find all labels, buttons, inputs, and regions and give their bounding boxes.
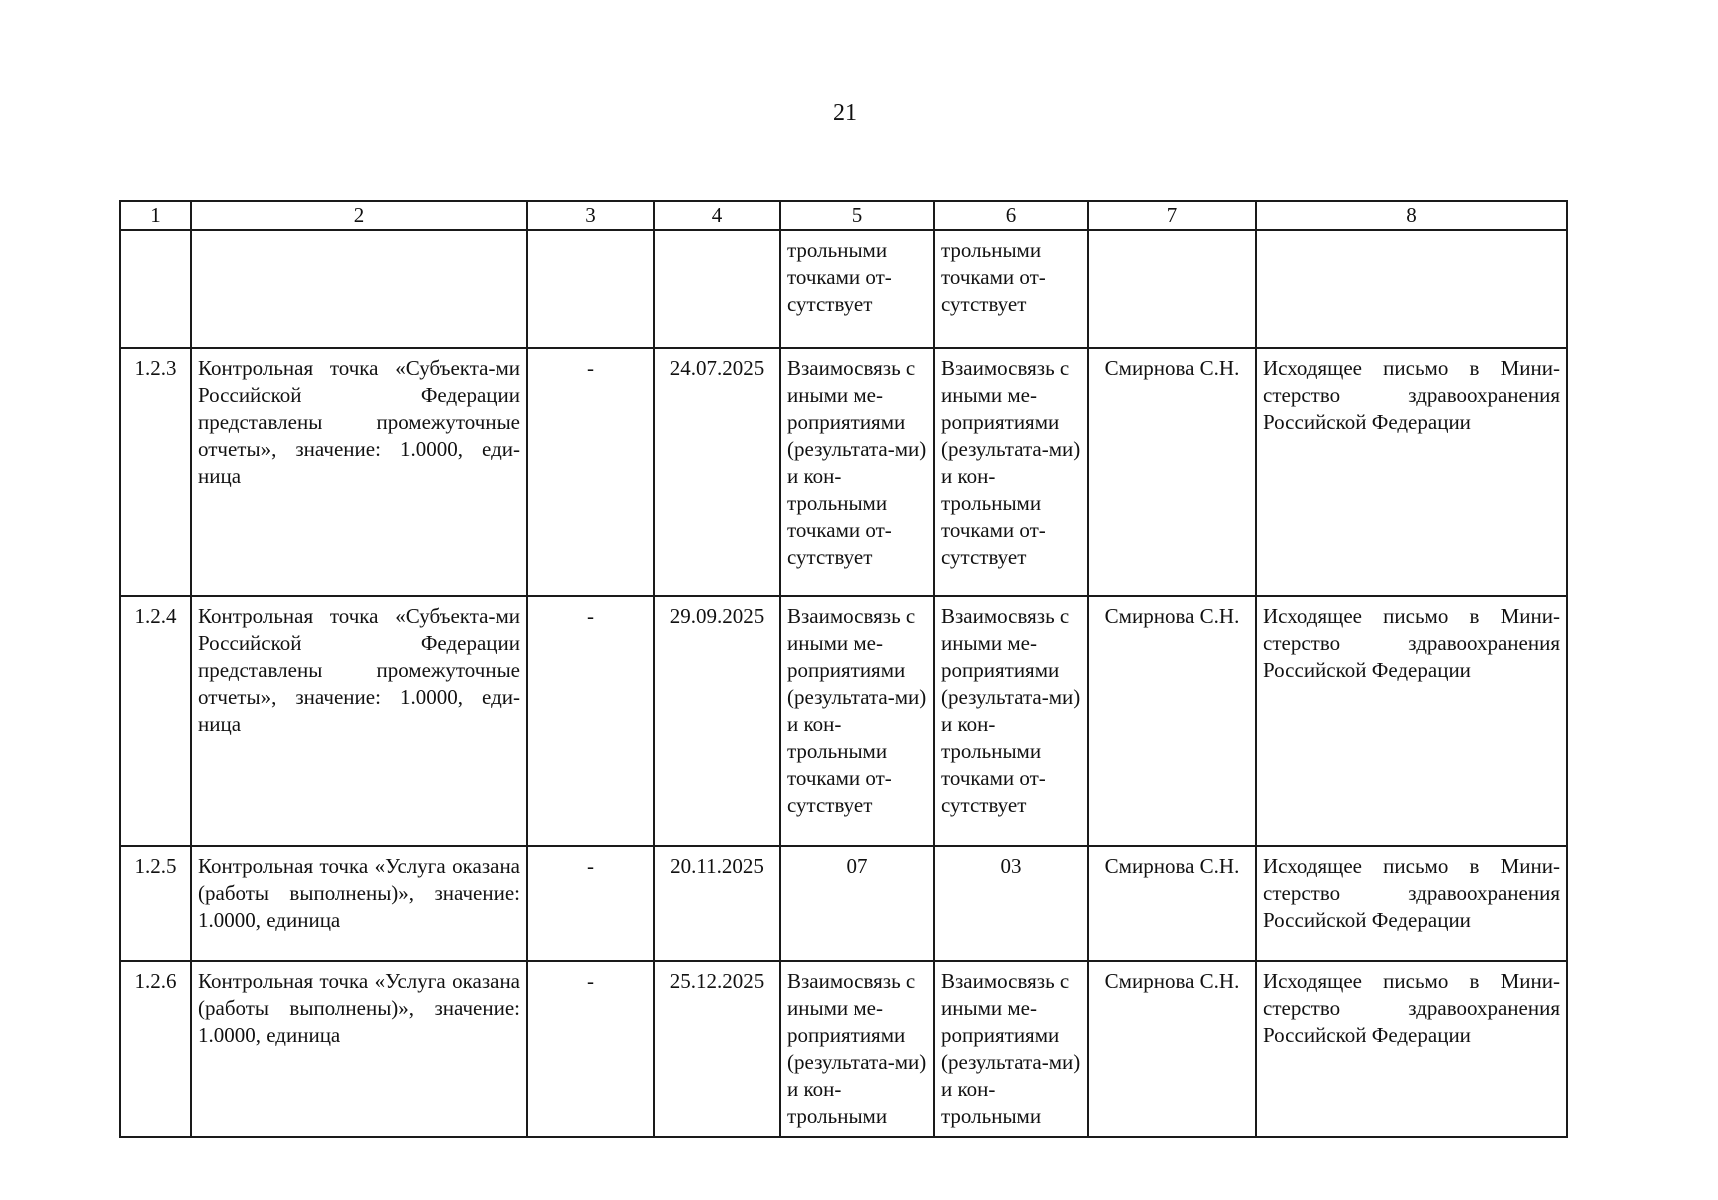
- column-header: 1: [120, 201, 191, 230]
- row-date: [654, 230, 780, 348]
- row-col3: [527, 230, 654, 348]
- column-header: 3: [527, 201, 654, 230]
- row-relation-5: Взаимосвязь с иными ме-роприятиями (результата-ми) и кон-трольными точками от-сутствует: [780, 596, 934, 846]
- row-responsible: Смирнова С.Н.: [1088, 846, 1256, 961]
- page-number: 21: [833, 100, 857, 126]
- table-row: [120, 230, 1567, 348]
- table-row: [120, 596, 1567, 846]
- table-row: [120, 961, 1567, 1137]
- column-header: 7: [1088, 201, 1256, 230]
- row-number: 1.2.3: [120, 348, 191, 596]
- row-document: Исходящее письмо в Мини-стерство здравоохранения Российской Федерации: [1256, 961, 1567, 1137]
- row-relation-6: 03: [934, 846, 1088, 961]
- row-col3: -: [527, 348, 654, 596]
- row-date: 24.07.2025: [654, 348, 780, 596]
- row-number: 1.2.5: [120, 846, 191, 961]
- row-description: Контрольная точка «Услуга оказана (работы выполнены)», значение: 1.0000, единица: [191, 961, 527, 1137]
- row-description: Контрольная точка «Услуга оказана (работы выполнены)», значение: 1.0000, единица: [191, 846, 527, 961]
- row-relation-5: трольными точками от-сутствует: [780, 230, 934, 348]
- column-header: 2: [191, 201, 527, 230]
- row-col3: -: [527, 846, 654, 961]
- row-document: [1256, 230, 1567, 348]
- row-responsible: Смирнова С.Н.: [1088, 596, 1256, 846]
- row-description: Контрольная точка «Субъекта-ми Российской Федерации представлены промежуточные отчеты», значение: 1.0000, еди-ница: [191, 596, 527, 846]
- column-header: 5: [780, 201, 934, 230]
- column-number-header-row: [120, 201, 1567, 230]
- control-points-table: [119, 200, 1568, 1138]
- row-date: 29.09.2025: [654, 596, 780, 846]
- row-number: 1.2.6: [120, 961, 191, 1137]
- row-number: [120, 230, 191, 348]
- row-col3: -: [527, 961, 654, 1137]
- row-description: Контрольная точка «Субъекта-ми Российской Федерации представлены промежуточные отчеты», значение: 1.0000, еди-ница: [191, 348, 527, 596]
- column-header: 6: [934, 201, 1088, 230]
- row-document: Исходящее письмо в Мини-стерство здравоохранения Российской Федерации: [1256, 596, 1567, 846]
- row-description: [191, 230, 527, 348]
- row-relation-5: Взаимосвязь с иными ме-роприятиями (результата-ми) и кон-трольными точками от-сутствует: [780, 348, 934, 596]
- row-relation-6: Взаимосвязь с иными ме-роприятиями (результата-ми) и кон-трольными точками от-сутствует: [934, 348, 1088, 596]
- row-relation-6: трольными точками от-сутствует: [934, 230, 1088, 348]
- row-responsible: Смирнова С.Н.: [1088, 348, 1256, 596]
- table-row: [120, 846, 1567, 961]
- row-date: 20.11.2025: [654, 846, 780, 961]
- row-responsible: Смирнова С.Н.: [1088, 961, 1256, 1137]
- row-relation-5: 07: [780, 846, 934, 961]
- table-row: [120, 348, 1567, 596]
- row-date: 25.12.2025: [654, 961, 780, 1137]
- column-header: 4: [654, 201, 780, 230]
- row-responsible: [1088, 230, 1256, 348]
- row-number: 1.2.4: [120, 596, 191, 846]
- column-header: 8: [1256, 201, 1567, 230]
- row-col3: -: [527, 596, 654, 846]
- row-document: Исходящее письмо в Мини-стерство здравоохранения Российской Федерации: [1256, 846, 1567, 961]
- row-relation-5: Взаимосвязь с иными ме-роприятиями (результата-ми) и кон-трольными: [780, 961, 934, 1137]
- row-document: Исходящее письмо в Мини-стерство здравоохранения Российской Федерации: [1256, 348, 1567, 596]
- row-relation-6: Взаимосвязь с иными ме-роприятиями (результата-ми) и кон-трольными: [934, 961, 1088, 1137]
- row-relation-6: Взаимосвязь с иными ме-роприятиями (результата-ми) и кон-трольными точками от-сутствует: [934, 596, 1088, 846]
